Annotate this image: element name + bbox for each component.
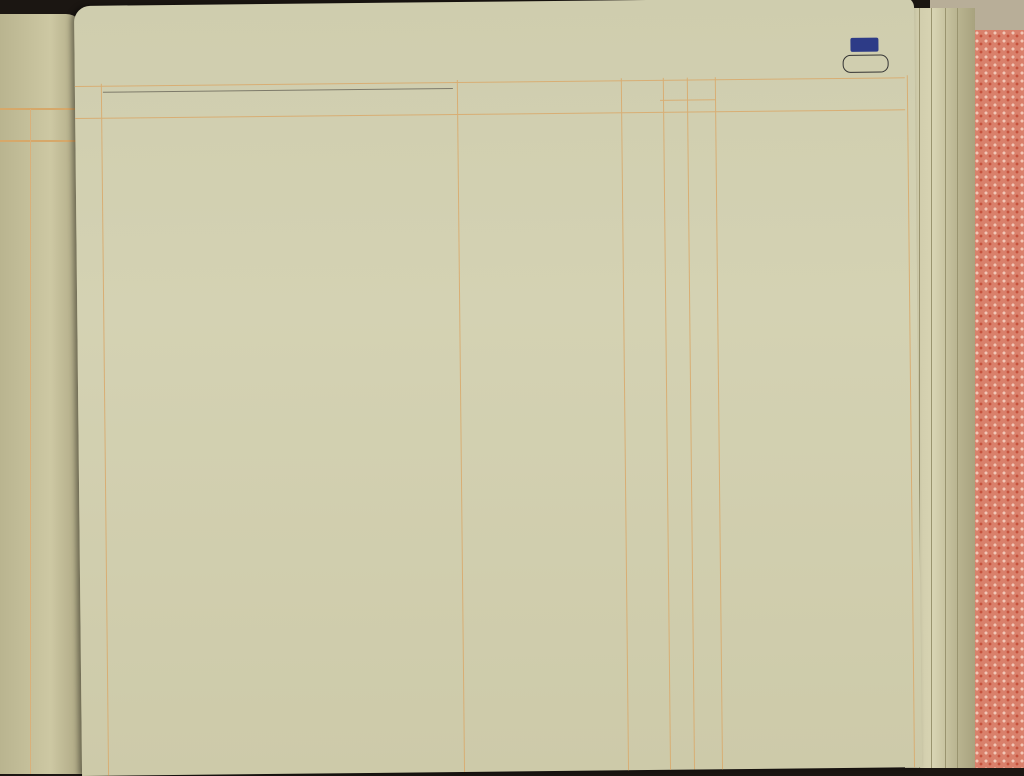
- left-facing-page: [0, 14, 84, 774]
- entries-table: [74, 0, 922, 776]
- ledger-page: [74, 0, 922, 776]
